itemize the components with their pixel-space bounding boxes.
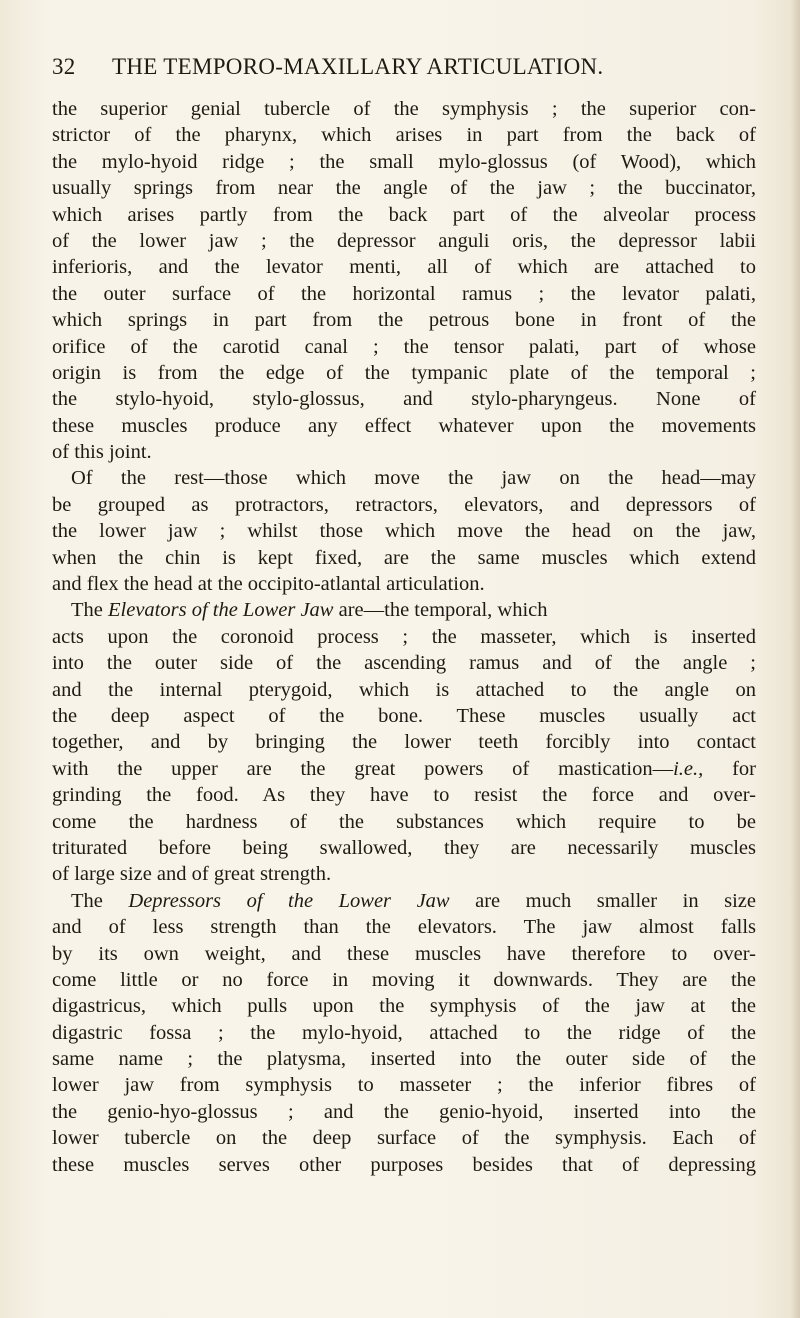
- text-segment: these muscles produce any effect whatever upon the movements: [52, 414, 756, 437]
- text-segment: be grouped as protractors, retractors, elevators, and depressors of: [52, 493, 756, 516]
- text-segment: origin is from the edge of the tympanic plate of the temporal ;: [52, 361, 756, 384]
- text-segment: the lower jaw ; whilst those which move the head on the jaw,: [52, 520, 756, 543]
- text-segment: of the lower jaw ; the depressor anguli oris, the depressor labii: [52, 229, 756, 252]
- text-line: [52, 861, 756, 887]
- text-segment: are—the temporal, which: [333, 599, 548, 622]
- text-line: [52, 1125, 756, 1151]
- text-segment: digastricus, which pulls upon the symphysis of the jaw at the: [52, 995, 756, 1018]
- text-line: [52, 624, 756, 650]
- text-segment: with the upper are the great powers of mastication—: [52, 757, 674, 780]
- text-line: [52, 413, 756, 439]
- text-line: [52, 809, 756, 835]
- text-line: [52, 941, 756, 967]
- text-line: [52, 677, 756, 703]
- text-segment: orifice of the carotid canal ; the tensor palati, part of whose: [52, 335, 756, 358]
- text-line: [52, 439, 756, 465]
- text-segment: lower tubercle on the deep surface of the symphysis. Each of: [52, 1127, 756, 1150]
- text-line: [52, 1072, 756, 1098]
- italic-term: Elevators of the Lower Jaw: [108, 599, 334, 622]
- text-segment: and of less strength than the elevators. The jaw almost falls: [52, 916, 756, 939]
- italic-term: Depressors of the Lower Jaw: [128, 889, 450, 912]
- text-line: [52, 571, 756, 597]
- text-segment: into the outer side of the ascending ramus and of the angle ;: [52, 652, 756, 675]
- text-segment: by its own weight, and these muscles have therefore to over-: [52, 942, 756, 965]
- text-line: [52, 914, 756, 940]
- text-segment: which arises partly from the back part of the alveolar process: [52, 203, 756, 226]
- text-segment: together, and by bringing the lower teeth forcibly into contact: [52, 731, 756, 754]
- text-segment: come little or no force in moving it downwards. They are the: [52, 968, 756, 991]
- text-line: [52, 254, 756, 280]
- text-segment: the outer surface of the horizontal ramus ; the levator palati,: [52, 282, 756, 305]
- text-segment: lower jaw from symphysis to masseter ; the inferior fibres of: [52, 1074, 756, 1097]
- page-number: 32: [52, 54, 76, 79]
- text-line: [52, 360, 756, 386]
- page-header-title: THE TEMPORO-MAXILLARY ARTICULATION.: [112, 54, 604, 79]
- text-segment: and the internal pterygoid, which is attached to the angle on: [52, 678, 756, 701]
- text-line: [52, 518, 756, 544]
- text-segment: the deep aspect of the bone. These muscles usually act: [52, 704, 756, 727]
- running-head: [52, 54, 752, 84]
- text-line: [52, 835, 756, 861]
- text-line: [52, 729, 756, 755]
- text-line: [52, 1046, 756, 1072]
- text-line: [52, 1099, 756, 1125]
- text-segment: which springs in part from the petrous bone in front of the: [52, 309, 756, 332]
- text-segment: and flex the head at the occipito-atlantal articulation.: [52, 573, 485, 596]
- text-segment: of large size and of great strength.: [52, 863, 332, 886]
- text-line: [52, 597, 756, 623]
- text-segment: the mylo-hyoid ridge ; the small mylo-glossus (of Wood), which: [52, 150, 756, 173]
- text-line: [52, 782, 756, 808]
- text-line: [52, 228, 756, 254]
- text-segment: these muscles serves other purposes besides that of depressing: [52, 1153, 756, 1176]
- text-line: [52, 967, 756, 993]
- text-line: [52, 149, 756, 175]
- text-segment: grinding the food. As they have to resist the force and over-: [52, 784, 756, 807]
- text-segment: the genio-hyo-glossus ; and the genio-hyoid, inserted into the: [52, 1100, 756, 1123]
- text-line: [52, 993, 756, 1019]
- text-line: [52, 888, 756, 914]
- text-line: [52, 703, 756, 729]
- text-segment: same name ; the platysma, inserted into the outer side of the: [52, 1048, 756, 1071]
- text-segment: of this joint.: [52, 441, 152, 464]
- text-line: [52, 492, 756, 518]
- text-segment: come the hardness of the substances which require to be: [52, 810, 756, 833]
- text-line: [52, 545, 756, 571]
- body-text: [52, 96, 756, 1178]
- text-line: [52, 650, 756, 676]
- text-line: [52, 96, 756, 122]
- text-segment: the superior genial tubercle of the symphysis ; the superior con-: [52, 98, 756, 120]
- text-segment: acts upon the coronoid process ; the masseter, which is inserted: [52, 625, 756, 648]
- text-segment: The: [71, 889, 129, 912]
- text-segment: when the chin is kept fixed, are the same muscles which extend: [52, 546, 756, 569]
- text-line: [52, 281, 756, 307]
- text-segment: are much smaller in size: [449, 889, 756, 912]
- text-segment: inferioris, and the levator menti, all of which are attached to: [52, 256, 756, 279]
- text-line: [52, 1020, 756, 1046]
- text-segment: The: [71, 599, 108, 622]
- text-segment: the stylo-hyoid, stylo-glossus, and stylo-pharyngeus. None of: [52, 388, 756, 411]
- text-segment: strictor of the pharynx, which arises in part from the back of: [52, 124, 756, 147]
- text-segment: for: [703, 757, 756, 780]
- text-line: [52, 756, 756, 782]
- text-line: [52, 1152, 756, 1178]
- text-line: [52, 334, 756, 360]
- page-edge-shadow: [790, 0, 800, 1318]
- text-segment: Of the rest—those which move the jaw on the head—may: [71, 467, 756, 490]
- text-segment: usually springs from near the angle of the jaw ; the buccinator,: [52, 177, 756, 200]
- text-line: [52, 122, 756, 148]
- italic-term: i.e.,: [673, 757, 704, 780]
- text-line: [52, 202, 756, 228]
- text-segment: triturated before being swallowed, they are necessarily muscles: [52, 836, 756, 859]
- text-segment: digastric fossa ; the mylo-hyoid, attached to the ridge of the: [52, 1021, 756, 1044]
- text-line: [52, 307, 756, 333]
- text-line: [52, 465, 756, 491]
- text-line: [52, 386, 756, 412]
- text-line: [52, 175, 756, 201]
